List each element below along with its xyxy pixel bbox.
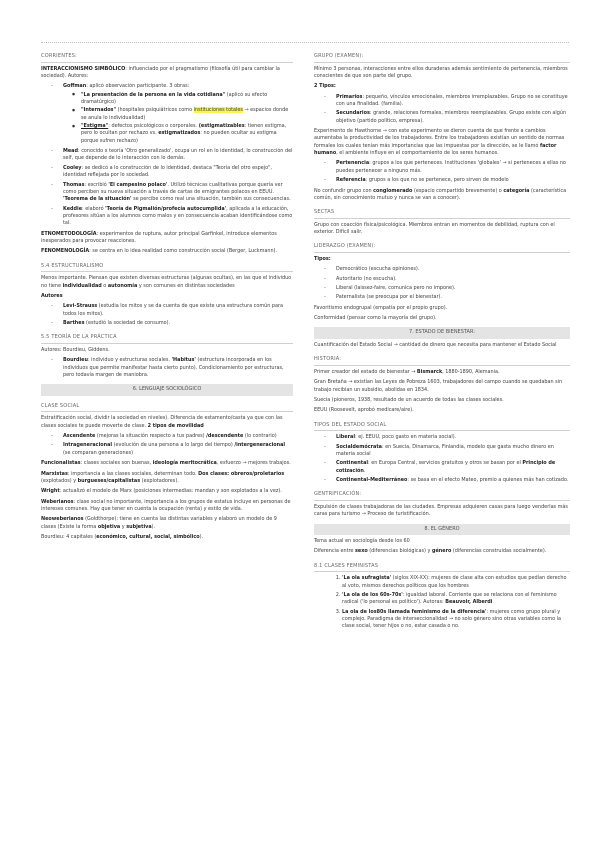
movilidad-intrageneracional: - Intrageneracional (evolución de una persona a lo largo del tiempo) /intergeneracional (se comparan generaciones) [63, 442, 293, 457]
weberianos-paragraph: Weberianos: clase social no importante, importancia a los grupos de estatus incluye en personas de intereses comunes. Hay que tener en cuenta la ocupación (renta) y estilo de vida. [41, 498, 291, 512]
tipos-estado-header: TIPOS DEL ESTADO SOCIAL [314, 420, 570, 432]
estado-mediterraneo: - Continental-Mediterráneo: se basa en el efecto Mateo, premio a quienes más han cotizado. [336, 477, 570, 484]
marxistas-paragraph: Marxistas: importancia a las clases sociales, determinan todo. Dos clases: obreros/proletarios (explotados) y burgueses/capitalistas (explotadores). [41, 470, 285, 484]
left-column [41, 46, 293, 544]
estado-liberal: - Liberal: ej. EEUU, poco gasto en materia social). [336, 434, 570, 441]
conformidad-paragraph: Conformidad (pensar como la mayoría del grupo). [314, 315, 437, 322]
gentrificacion-paragraph: Expulsión de clases trabajadoras de las ciudades. Empresas adquieren casas para luego venderlas más caras para turismo → Proceso de turistificación. [314, 503, 568, 518]
obra-presentacion: ● "La presentación de la persona en la vida cotidiana" (aplicó su efecto dramatúrgico) [81, 92, 293, 107]
mead-item: - Mead: conocido x teoría 'Otro generalizado', ocupa un rol en lo identidad, lo construcción del self, que depende de lo interacción con lo demás. [63, 148, 293, 163]
bienestar-section-band: 7. ESTADO DE BIENESTAR: [314, 327, 570, 339]
genero-sexo-paragraph: Diferencia entre sexo (diferencias biológicas) y género (diferencias construidas socialmente). [314, 548, 547, 555]
genero-section-band: 8. EL GÉNERO [314, 524, 570, 536]
bourdieu-capitales-paragraph: Bourdieu: 4 capitales (económico, cultural, social, simbólico). [41, 534, 204, 541]
historia-gran-bretana: Gran Bretaña → existían las Leyes de Pobreza 1603, trabajadores del campo cuando se quedaban sin trabajo recibían un subsidio, abolidas en 1834. [314, 379, 563, 393]
genero-intro: Tema actual en sociología desde los 60 [314, 538, 410, 545]
corrientes-header: CORRIENTES: [41, 51, 293, 63]
estado-continental: - Continental: en Europa Central, servicios gratuitos y otros se basan por el Principio de cotización. [336, 460, 570, 475]
cooley-item: - Cooley: se dedicó a lo construcción de lo identidad, destaca "Teoría del otro espejo", identidad reflejada por lo sociedad. [63, 165, 293, 180]
practica-header: 5.5 TEORÍA DE LA PRÁCTICA [41, 332, 293, 344]
thomas-item: - Thomas: escribió 'El campesino polaco'. Utilizó técnicas cualitativas porque quería ver como perciben su nueva situación a través de cartas de emigrantes polacos en EEUU. 'Teorema de la situación' se percibe como real una situación, también sus consecuencias. [63, 182, 293, 204]
movilidad-ascendente: - Ascendente (mejoras la situación respecto a tus padres) /descendente (lo contrario) [63, 433, 293, 440]
top-dotted-rule [41, 42, 569, 43]
fenomenologia-paragraph: FENOMENOLOGÍA: se centra en lo idea realidad como construcción social (Berger, Luckmann). [41, 248, 278, 255]
estado-socialdemocrata: - Socialdemócrata: en Suecia, Dinamarca, Finlandia, modelo que gasta mucho dinero en materia social [336, 444, 570, 459]
conglomerado-paragraph: No confundir grupo con conglomerado (espacio compartido brevemente) o categoría (característica común, sin conocimiento mutuo y nunca se van a conocer). [314, 187, 567, 201]
grupo-header: GRUPO (EXAMEN): [314, 51, 570, 63]
historia-bismarck: Primer creador del estado de bienestar → Bismarck, 1880-1890, Alemania. [314, 368, 500, 375]
funcionalistas-paragraph: Funcionalistas: clases sociales son buenas, ideología meritocrática, esfuerzo → mejores trabajos. [41, 460, 291, 467]
historia-eeuu: EEUU (Roosevelt, aprobó medicare/aire). [314, 407, 414, 414]
estructuralismo-header: 5.4 ESTRUCTURALISMO [41, 261, 293, 273]
estructuralistas-list [41, 303, 293, 327]
lider-autoritario: - Autoritario (no escucha). [336, 276, 570, 283]
interaccionismo-authors [41, 83, 293, 227]
gentrificacion-header: GENTRIFICACIÓN: [314, 489, 570, 501]
ola-sufragista: 1. 'La ola sufragista' (siglos XIX-XX): mujeres de clase alta con estudios que pedían derecho al voto, mismos derechos políticos que los hombres [342, 575, 570, 590]
clase-social-header: CLASE SOCIAL [41, 401, 293, 413]
practica-list [41, 357, 293, 379]
tipos-grupo-list [314, 94, 570, 125]
autores-label: Autores [41, 292, 63, 299]
estructuralismo-paragraph: Menos importante. Piensan que existen diversas estructuras (algunas ocultas), en las que el individuo no tiene individualidad o autonomía y son comunes en distintas sociedades [41, 275, 292, 289]
olas-feministas-list [314, 575, 570, 631]
goffman-obras [63, 92, 293, 146]
interaccionismo-paragraph: INTERACCIONISMO SIMBÓLICO: influenciado por el pragmatismo (filosofía útil para cambiar la sociedad). Autores: [41, 65, 280, 79]
pertenencia-item: - Pertenencia: grupos a los que perteneces. Instituciones 'globales' → si perteneces a ellas no puedes pertenecer a ninguno más. [336, 160, 570, 175]
ola-80s: 3. La ola de los80s llamada feminismo de la diferencia': mujeres como grupo plural y complejo. Paradigma de interseccionalidad → no solo género sino otras variables como la clase social, tener hijos o no, estar casada o no. [342, 609, 570, 631]
ola-60s-70s: 2. 'La ola de los 60s-70s': igualdad laboral. Corriente que se relaciona con el feminismo radical ('lo personal es político'). Autoras: Beauvoir, Alberdi [342, 592, 570, 607]
bourdieu-item: - Bourdieu: individuo y estructuras sociales. 'Habitus' (estructura incorporada en los individuos que permite manifestar hasta cierto punto). Condicionamiento por estructuras, pero todavía margen de maniobra. [63, 357, 293, 379]
hawthorne-paragraph: Experimento de Hawthorne → con este experimento se dieron cuenta de que frente a cambios aumentaba la productividad de los trabajadores. Entre los trabajadores existían un sentido de normas formales los cuales tenían más importancias que las impuestas por la dirección, se le llamó factor humano, el ambiente influye en el comportamiento de los seres humanos. [314, 128, 565, 157]
pertenencia-list [314, 160, 570, 184]
practica-autores: Autores: Bourdieu, Giddens. [41, 346, 110, 353]
obra-internados: ● "Internados" (hospitales psiquiátricos como instituciones totales → espacios donde se anula lo individualidad) [81, 107, 293, 122]
etnometodologia-paragraph: ETNOMETODOLOGÍA: experimentos de ruptura, autor principal Garfinkel, introduce elementos inesperados para provocar reacciones. [41, 230, 277, 245]
bienestar-paragraph: Cuantificación del Estado Social → cantidad de dinero que necesita para mantener el Estado Social [314, 341, 557, 348]
lenguaje-section-band: 6. LENGUAJE SOCIOLÓGICO [41, 384, 293, 396]
obra-estigma: ● "Estigma": defectos psicológicos o corporales. (estigmatizables: tienen estigma, pero lo ocultan por rechazo vs. estigmatizados: no pueden ocultar su estigma porque sufren rechazo) [81, 123, 293, 145]
highlighted-text: instituciones totales [193, 107, 243, 114]
historia-suecia: Suecia (pioneros, 1938, resultado de un acuerdo de todas las clases sociales. [314, 396, 504, 403]
clase-social-paragraph: Estratificación social, dividir la sociedad en niveles). Diferencia de estamento/casta ya que con las clases sociales te puede moverte de clase. 2 tipos de movilidad [41, 415, 283, 429]
sectas-paragraph: Grupo con coacción física/psicológica. Miembros entran en momentos de debilidad, ruptura con el exterior. Difícil salir. [314, 221, 555, 236]
levi-strauss-item: - Levi-Strauss (estudia los mitos y se da cuenta de que existe una estructura común para todos los mitos). [63, 303, 293, 318]
favoritismo-paragraph: Favoritismo endogrupal (empatía por el propio grupo). [314, 304, 448, 311]
historia-header: HISTORIA: [314, 354, 570, 366]
lider-paternalista: - Paternalista (se preocupa por el bienestar). [336, 294, 570, 301]
referencia-item: - Referencia: grupos a los que no se pertenece, pero sirven de modelo [336, 177, 570, 184]
goffman-item: - Goffman: aplicó observación participante. 3 obras: ● "La presentación de la persona en la vida cotidiana" (aplicó su efecto dramatúrgico) ● "Internados" (hospitales psiquiátricos como instituciones totales → espacios donde se anula lo individualidad) ● "Estigma": defectos psicológicos o corporales. (estigmatizables: tienen estigma, pero lo ocultan por rechazo vs. estigmatizados: no pueden ocultar su estigma porque sufren rechazo) [63, 83, 293, 145]
movilidad-list [41, 433, 293, 457]
barthes-item: - Barthes (estudió la sociedad de consumo). [63, 320, 293, 327]
lider-democratico: - Democrático (escucha opiniones). [336, 266, 570, 273]
wright-paragraph: Wright: actualizó el modelo de Marx (posiciones intermedias: mandan y son explotados a la vez). [41, 488, 282, 495]
sectas-header: SECTAS [314, 207, 570, 219]
right-column [314, 46, 570, 634]
lider-liberal: - Liberal (laissez-faire, comunica pero no impone). [336, 285, 570, 292]
clases-feministas-header: 8.1 CLASES FEMINISTAS [314, 561, 570, 573]
grupo-paragraph: Mínimo 3 personas, interacciones entre ellos duraderas además sentimiento de pertenencia, miembros conscientes de que son parte del grupo. [314, 65, 568, 79]
liderazgo-list [314, 266, 570, 301]
tipos-estado-list [314, 434, 570, 484]
primarios-item: - Primarios: pequeño, vínculos emocionales, miembros irremplazables. Grupo no se constituye con una finalidad. (familia). [336, 94, 570, 109]
tipos-label: 2 Tipos: [314, 83, 336, 90]
keddie-item: - Keddie: elaboró 'Teoría de Pigmalión/profecía autocumplida', aplicada a la educación, profesores sitúan a los alumnos como malos y en consecuencia acaban identificándose como tal. [63, 206, 293, 228]
liderazgo-header: LIDERAZGO (EXAMEN): [314, 241, 570, 253]
liderazgo-tipos-label: Tipos: [314, 255, 331, 262]
secundarios-item: - Secundarios: grande, relaciones formales, miembros reemplazables. Grupo existe con algún objetivo (partido político, empresa). [336, 110, 570, 125]
neoweberianos-paragraph: Neoweberianos (Goldthorpe): tiene en cuenta las distintas variables y elaboró un modelo de 9 clases (Existe la forma objetiva y subjetiva). [41, 516, 277, 530]
